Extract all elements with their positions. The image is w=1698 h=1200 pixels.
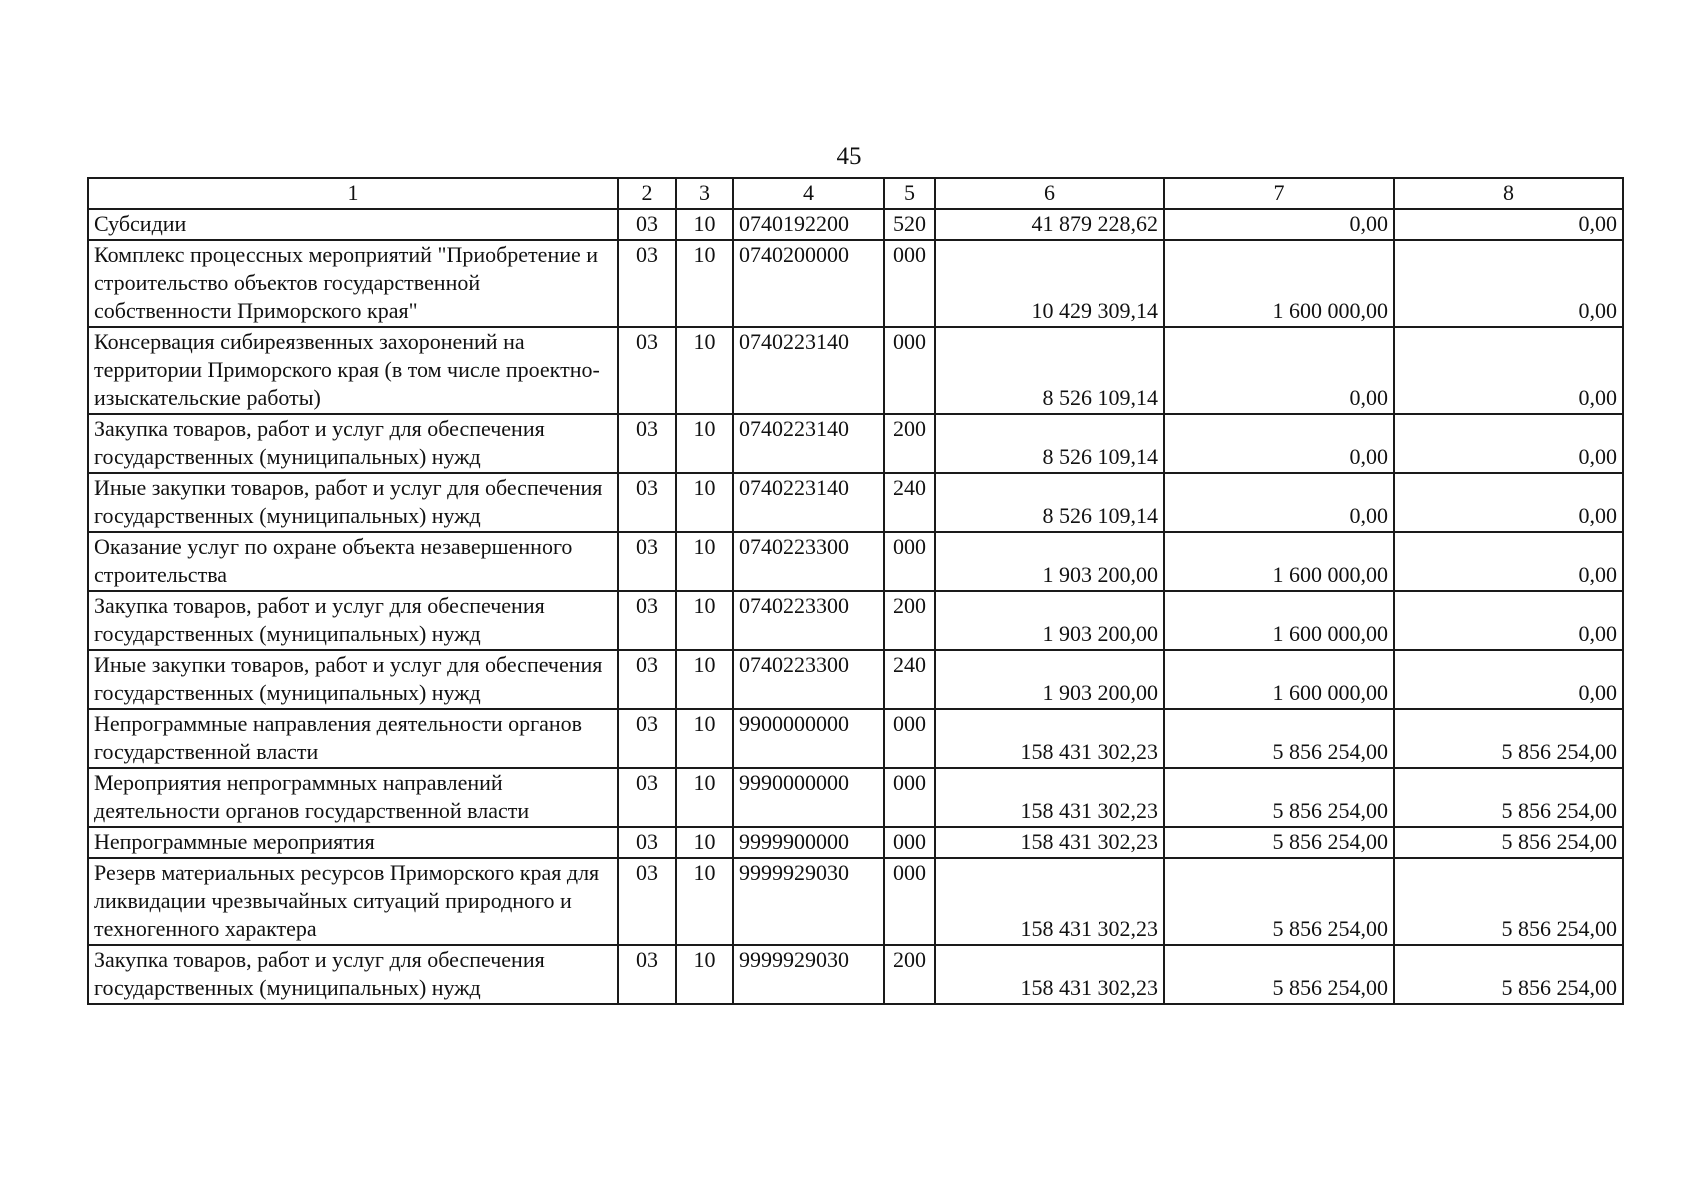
section-code-cell: 03 [618,650,676,709]
page-number: 45 [836,143,862,170]
section-code-cell: 03 [618,532,676,591]
section-code-cell: 03 [618,768,676,827]
table-row [88,532,1623,591]
amount-col6-cell: 10 429 309,14 [935,240,1164,327]
target-article-cell: 0740223300 [733,591,884,650]
amount-col7-cell: 5 856 254,00 [1164,858,1394,945]
table-row [88,768,1623,827]
target-article-cell: 0740223140 [733,327,884,414]
expense-type-cell: 520 [884,209,935,240]
table-row [88,473,1623,532]
target-article-cell: 0740223300 [733,650,884,709]
target-article-cell: 9990000000 [733,768,884,827]
row-name-cell: Непрограммные мероприятия [88,827,618,858]
header-cell-7: 7 [1164,178,1394,209]
expense-type-cell: 000 [884,709,935,768]
subsection-code-cell: 10 [676,827,733,858]
header-cell-5: 5 [884,178,935,209]
amount-col6-cell: 1 903 200,00 [935,591,1164,650]
section-code-cell: 03 [618,240,676,327]
amount-col7-cell: 0,00 [1164,327,1394,414]
amount-col6-cell: 158 431 302,23 [935,858,1164,945]
expense-type-cell: 200 [884,945,935,1004]
section-code-cell: 03 [618,709,676,768]
row-name-cell: Резерв материальных ресурсов Приморского края для ликвидации чрезвычайных ситуаций природного и техногенного характера [88,858,618,945]
amount-col7-cell: 0,00 [1164,473,1394,532]
expense-type-cell: 000 [884,240,935,327]
header-cell-3: 3 [676,178,733,209]
amount-col8-cell: 5 856 254,00 [1394,709,1623,768]
table-row [88,327,1623,414]
header-cell-2: 2 [618,178,676,209]
amount-col7-cell: 0,00 [1164,414,1394,473]
section-code-cell: 03 [618,209,676,240]
row-name-cell: Непрограммные направления деятельности органов государственной власти [88,709,618,768]
section-code-cell: 03 [618,858,676,945]
target-article-cell: 9999929030 [733,945,884,1004]
amount-col6-cell: 158 431 302,23 [935,709,1164,768]
subsection-code-cell: 10 [676,768,733,827]
target-article-cell: 0740200000 [733,240,884,327]
header-cell-8: 8 [1394,178,1623,209]
table-row [88,209,1623,240]
expense-type-cell: 240 [884,473,935,532]
target-article-cell: 9999929030 [733,858,884,945]
section-code-cell: 03 [618,473,676,532]
amount-col6-cell: 1 903 200,00 [935,650,1164,709]
amount-col8-cell: 0,00 [1394,591,1623,650]
header-cell-1: 1 [88,178,618,209]
target-article-cell: 0740192200 [733,209,884,240]
budget-table [87,177,1624,1005]
section-code-cell: 03 [618,591,676,650]
row-name-cell: Мероприятия непрограммных направлений деятельности органов государственной власти [88,768,618,827]
expense-type-cell: 000 [884,327,935,414]
subsection-code-cell: 10 [676,209,733,240]
table-row [88,650,1623,709]
subsection-code-cell: 10 [676,858,733,945]
row-name-cell: Закупка товаров, работ и услуг для обеспечения государственных (муниципальных) нужд [88,414,618,473]
amount-col8-cell: 5 856 254,00 [1394,827,1623,858]
expense-type-cell: 000 [884,827,935,858]
expense-type-cell: 000 [884,532,935,591]
amount-col6-cell: 8 526 109,14 [935,473,1164,532]
amount-col6-cell: 1 903 200,00 [935,532,1164,591]
row-name-cell: Субсидии [88,209,618,240]
table-row [88,414,1623,473]
subsection-code-cell: 10 [676,945,733,1004]
amount-col6-cell: 158 431 302,23 [935,945,1164,1004]
amount-col8-cell: 0,00 [1394,650,1623,709]
amount-col8-cell: 0,00 [1394,209,1623,240]
expense-type-cell: 000 [884,768,935,827]
amount-col6-cell: 41 879 228,62 [935,209,1164,240]
amount-col7-cell: 1 600 000,00 [1164,532,1394,591]
subsection-code-cell: 10 [676,327,733,414]
amount-col8-cell: 5 856 254,00 [1394,768,1623,827]
row-name-cell: Иные закупки товаров, работ и услуг для обеспечения государственных (муниципальных) нужд [88,650,618,709]
amount-col8-cell: 0,00 [1394,240,1623,327]
target-article-cell: 9999900000 [733,827,884,858]
amount-col8-cell: 0,00 [1394,327,1623,414]
table-row [88,240,1623,327]
amount-col6-cell: 158 431 302,23 [935,827,1164,858]
section-code-cell: 03 [618,945,676,1004]
section-code-cell: 03 [618,827,676,858]
target-article-cell: 0740223140 [733,473,884,532]
row-name-cell: Консервация сибиреязвенных захоронений на территории Приморского края (в том числе проектно-изыскательские работы) [88,327,618,414]
amount-col6-cell: 8 526 109,14 [935,327,1164,414]
section-code-cell: 03 [618,414,676,473]
target-article-cell: 0740223300 [733,532,884,591]
amount-col8-cell: 5 856 254,00 [1394,858,1623,945]
amount-col8-cell: 0,00 [1394,473,1623,532]
amount-col7-cell: 5 856 254,00 [1164,768,1394,827]
table-row [88,827,1623,858]
amount-col6-cell: 158 431 302,23 [935,768,1164,827]
subsection-code-cell: 10 [676,414,733,473]
amount-col8-cell: 0,00 [1394,532,1623,591]
table-row [88,591,1623,650]
amount-col7-cell: 5 856 254,00 [1164,945,1394,1004]
amount-col7-cell: 5 856 254,00 [1164,827,1394,858]
subsection-code-cell: 10 [676,532,733,591]
subsection-code-cell: 10 [676,650,733,709]
row-name-cell: Закупка товаров, работ и услуг для обеспечения государственных (муниципальных) нужд [88,591,618,650]
table-row [88,945,1623,1004]
header-cell-4: 4 [733,178,884,209]
amount-col7-cell: 1 600 000,00 [1164,240,1394,327]
header-cell-6: 6 [935,178,1164,209]
expense-type-cell: 000 [884,858,935,945]
amount-col7-cell: 5 856 254,00 [1164,709,1394,768]
row-name-cell: Оказание услуг по охране объекта незавершенного строительства [88,532,618,591]
amount-col6-cell: 8 526 109,14 [935,414,1164,473]
amount-col8-cell: 5 856 254,00 [1394,945,1623,1004]
expense-type-cell: 240 [884,650,935,709]
subsection-code-cell: 10 [676,591,733,650]
subsection-code-cell: 10 [676,240,733,327]
amount-col7-cell: 1 600 000,00 [1164,650,1394,709]
amount-col8-cell: 0,00 [1394,414,1623,473]
subsection-code-cell: 10 [676,473,733,532]
expense-type-cell: 200 [884,414,935,473]
header-row [88,178,1623,209]
expense-type-cell: 200 [884,591,935,650]
row-name-cell: Иные закупки товаров, работ и услуг для обеспечения государственных (муниципальных) нужд [88,473,618,532]
amount-col7-cell: 0,00 [1164,209,1394,240]
section-code-cell: 03 [618,327,676,414]
row-name-cell: Закупка товаров, работ и услуг для обеспечения государственных (муниципальных) нужд [88,945,618,1004]
target-article-cell: 9900000000 [733,709,884,768]
table-row [88,709,1623,768]
row-name-cell: Комплекс процессных мероприятий "Приобретение и строительство объектов государственной собственности Приморского края" [88,240,618,327]
target-article-cell: 0740223140 [733,414,884,473]
amount-col7-cell: 1 600 000,00 [1164,591,1394,650]
table-row [88,858,1623,945]
subsection-code-cell: 10 [676,709,733,768]
